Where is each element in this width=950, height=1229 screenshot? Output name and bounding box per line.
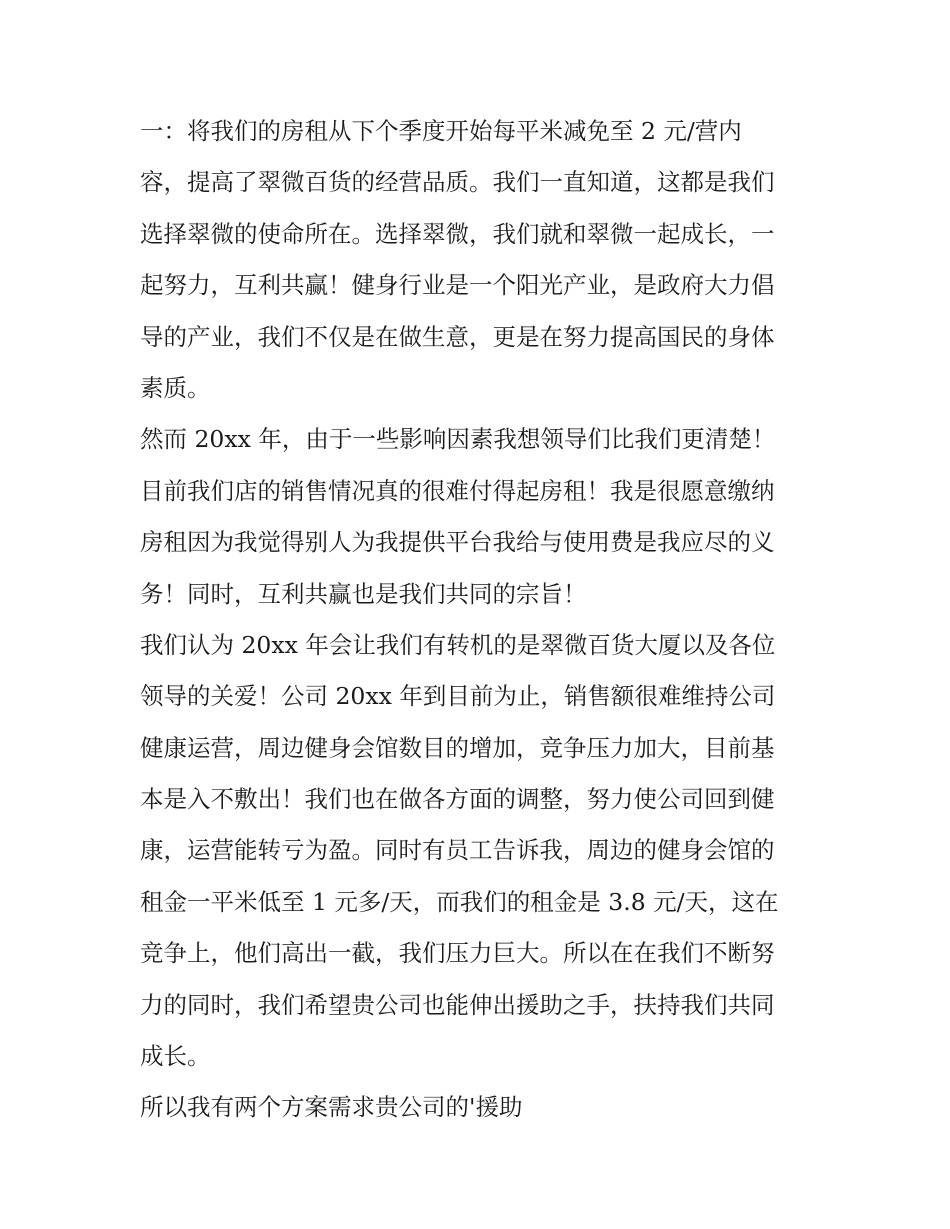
text-line: 领导的关爱！公司 20xx 年到目前为止，销售额很难维持公司 — [140, 682, 776, 711]
text-line: 容，提高了翠微百货的经营品质。我们一直知道，这都是我们 — [140, 168, 775, 197]
document-body — [140, 106, 820, 1134]
text-line: 竞争上，他们高出一截，我们压力巨大。所以在在我们不断努 — [140, 939, 775, 968]
text-line: 力的同时，我们希望贵公司也能伸出援助之手，扶持我们共同 — [140, 990, 775, 1019]
text-line: 我们认为 20xx 年会让我们有转机的是翠微百货大厦以及各位 — [140, 630, 776, 659]
text-line: 康，运营能转亏为盈。同时有员工告诉我，周边的健身会馆的 — [140, 836, 775, 865]
text-line: 一：将我们的房租从下个季度开始每平米减免至 2 元/营内 — [140, 117, 742, 145]
text-line: 所以我有两个方案需求贵公司的'援助 — [140, 1093, 523, 1122]
text-line: 导的产业，我们不仅是在做生意，更是在努力提高国民的身体 — [140, 322, 775, 351]
text-line: 务！同时，互利共赢也是我们共同的宗旨！ — [140, 579, 587, 608]
text-line: 目前我们店的销售情况真的很难付得起房租！我是很愿意缴纳 — [140, 476, 775, 505]
text-line: 房租因为我觉得别人为我提供平台我给与使用费是我应尽的义 — [140, 528, 775, 557]
text-line: 租金一平米低至 1 元多/天，而我们的租金是 3.8 元/天，这在 — [140, 887, 779, 916]
text-line: 本是入不敷出！我们也在做各方面的调整，努力使公司回到健 — [140, 785, 775, 814]
text-line: 素质。 — [140, 373, 211, 402]
text-line: 健康运营，周边健身会馆数目的增加，竞争压力加大，目前基 — [140, 733, 775, 762]
text-line: 起努力，互利共赢！健身行业是一个阳光产业，是政府大力倡 — [140, 271, 775, 300]
text-line: 然而 20xx 年，由于一些影响因素我想领导们比我们更清楚！ — [140, 425, 776, 454]
text-line: 成长。 — [140, 1042, 211, 1071]
text-line: 选择翠微的使命所在。选择翠微，我们就和翠微一起成长，一 — [140, 219, 775, 248]
